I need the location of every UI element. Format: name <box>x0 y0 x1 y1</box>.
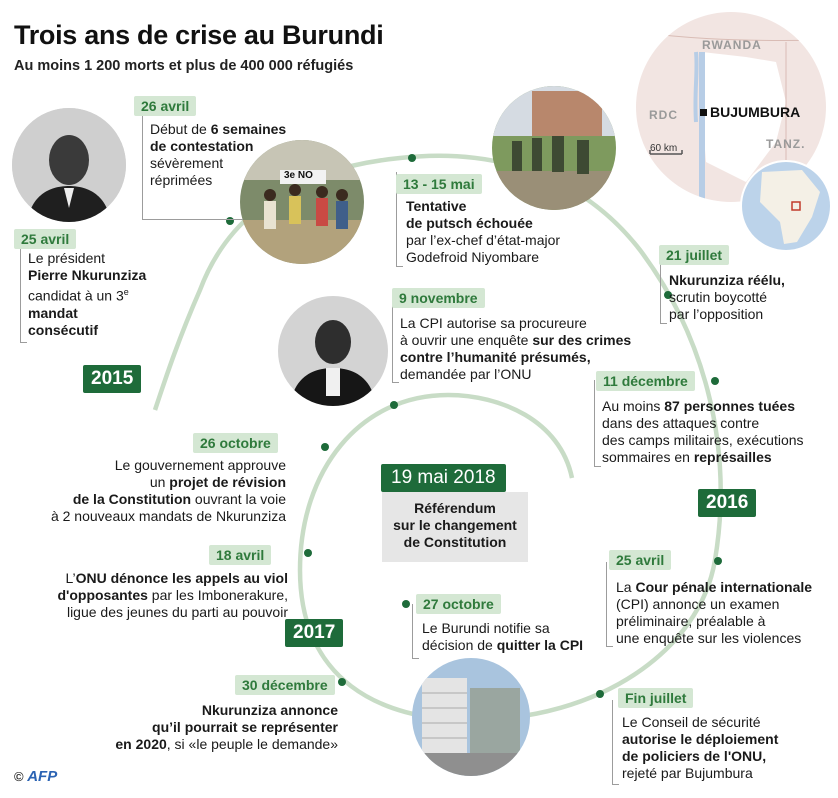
timeline-dot <box>304 549 312 557</box>
event-line: Cour pénale internationale <box>635 579 813 595</box>
event-date: 18 avril <box>209 545 271 565</box>
referendum-line: Référendum <box>414 500 496 516</box>
event-line: sommaires en <box>602 449 694 465</box>
event-superscript: e <box>123 287 129 297</box>
event-line: réprimées <box>150 172 213 188</box>
timeline-dot <box>596 690 604 698</box>
event-line: Le Conseil de sécurité <box>622 714 761 730</box>
event-line: sévèrement <box>150 155 224 171</box>
timeline-dot <box>321 443 329 451</box>
event-line: à 2 nouveaux mandats de Nkurunziza <box>50 508 286 524</box>
event-line: Nkurunziza réélu, <box>669 272 785 288</box>
event-line: Le Burundi notifie sa <box>422 620 550 636</box>
event-line: L’ <box>65 570 76 586</box>
year-2015: 2015 <box>83 365 141 393</box>
event-date: 9 novembre <box>392 288 485 308</box>
event-line: Au moins <box>602 398 665 414</box>
event-text <box>30 457 286 525</box>
event-line: Le président <box>28 250 106 266</box>
year-2016: 2016 <box>698 489 756 517</box>
referendum-line: sur le changement <box>393 517 517 533</box>
event-line: d'opposantes <box>57 587 148 603</box>
event-line: Tentative <box>406 198 467 214</box>
event-line: projet de révision <box>169 474 286 490</box>
timeline-dot <box>390 401 398 409</box>
event-text <box>616 579 812 647</box>
event-date: Fin juillet <box>618 688 693 708</box>
event-line: par les Imbonerakure, <box>147 587 288 603</box>
event-line: de contestation <box>150 138 254 154</box>
event-bracket <box>20 240 27 343</box>
event-line: , si «le peuple le demande» <box>166 736 338 752</box>
event-line: un <box>149 474 170 490</box>
event-line: ouvrant la voie <box>191 491 286 507</box>
page-subtitle: Au moins 1 200 morts et plus de 400 000 réfugiés <box>14 58 354 74</box>
afp-credit <box>14 768 57 785</box>
event-line: par l’ex-chef d’état-major <box>406 232 561 248</box>
event-line: Godefroid Niyombare <box>406 249 540 265</box>
year-2017: 2017 <box>285 619 343 647</box>
event-line: mandat <box>28 304 78 321</box>
event-line: par l’opposition <box>669 306 764 322</box>
event-line: une enquête sur les violences <box>616 630 802 646</box>
event-text <box>622 714 778 782</box>
event-line: Nkurunziza annonce <box>201 702 338 718</box>
event-line: ligue des jeunes du parti au pouvoir <box>66 604 288 620</box>
event-line: autorise le déploiement <box>622 731 779 747</box>
event-text <box>150 121 286 189</box>
event-line: contre l’humanité présumés, <box>400 349 591 365</box>
event-line: en 2020 <box>115 736 167 752</box>
event-text <box>28 250 146 339</box>
timeline-dot <box>408 154 416 162</box>
event-line: décision de <box>422 637 497 653</box>
event-line: La CPI autorise sa procureure <box>400 315 587 331</box>
event-text <box>20 570 288 621</box>
event-line: 87 personnes tuées <box>664 398 795 414</box>
event-line: quitter la CPI <box>496 637 584 653</box>
icc-building-photo <box>412 658 530 776</box>
prosecutor-photo <box>278 296 388 406</box>
protest-sign: 3e NO <box>284 170 313 181</box>
event-line: consécutif <box>28 321 99 338</box>
map-label-rdc: RDC <box>649 108 678 122</box>
timeline-dot <box>711 377 719 385</box>
event-date: 13 - 15 mai <box>396 174 482 194</box>
event-date: 26 octobre <box>193 433 278 453</box>
event-line: qu’il pourrait se représenter <box>152 719 338 735</box>
event-date: 26 avril <box>134 96 196 116</box>
event-line: La <box>616 579 636 595</box>
event-line: ONU dénonce les appels au viol <box>75 570 288 586</box>
event-bracket <box>594 380 601 467</box>
event-line: demandée par l’ONU <box>400 366 532 382</box>
event-line: de putsch échouée <box>406 215 533 231</box>
event-line: Pierre Nkurunziza <box>28 267 147 283</box>
event-line: sur des crimes <box>532 332 632 348</box>
timeline-dot <box>338 678 346 686</box>
referendum-box <box>382 492 528 562</box>
event-bracket <box>606 562 613 647</box>
referendum-date: 19 mai 2018 <box>381 464 506 492</box>
event-line: Début de <box>150 121 211 137</box>
event-text <box>669 272 785 323</box>
referendum-line: de Constitution <box>403 534 507 550</box>
timeline-dot <box>402 600 410 608</box>
event-line: de policiers de l'ONU, <box>622 748 767 764</box>
event-line: rejeté par Bujumbura <box>622 765 753 781</box>
map-label-rwanda: RWANDA <box>702 38 762 52</box>
event-line: scrutin boycotté <box>669 289 768 305</box>
map-label-city: BUJUMBURA <box>710 104 801 120</box>
copyright-symbol: © <box>14 769 24 784</box>
event-line: à ouvrir une enquête <box>400 332 533 348</box>
map-scale: 60 km <box>650 143 678 154</box>
event-line: de la Constitution <box>72 491 192 507</box>
timeline-dot <box>714 557 722 565</box>
event-date: 27 octobre <box>416 594 501 614</box>
soldiers-photo <box>492 86 616 210</box>
afp-logo: AFP <box>27 768 58 785</box>
event-date: 30 décembre <box>235 675 335 695</box>
event-date: 25 avril <box>14 229 76 249</box>
event-line: dans des attaques contre <box>602 415 760 431</box>
event-text <box>70 702 338 753</box>
event-bracket <box>392 298 399 383</box>
president-photo <box>12 108 126 222</box>
event-text <box>406 198 560 266</box>
page-title: Trois ans de crise au Burundi <box>14 20 384 50</box>
event-date: 25 avril <box>609 550 671 570</box>
event-line: préliminaire, préalable à <box>616 613 766 629</box>
event-line: 6 semaines <box>210 121 287 137</box>
event-line: candidat à un 3 <box>28 287 124 304</box>
event-date: 21 juillet <box>659 245 729 265</box>
map-label-tanz: TANZ. <box>766 137 806 151</box>
event-bracket <box>612 700 619 785</box>
event-date: 11 décembre <box>596 371 695 391</box>
event-line: Le gouvernement approuve <box>114 457 286 473</box>
event-line: (CPI) annonce un examen <box>616 596 780 612</box>
event-text <box>422 620 583 654</box>
event-text <box>602 398 804 466</box>
africa-inset-map <box>740 160 832 252</box>
event-line: représailles <box>693 449 772 465</box>
event-line: des camps militaires, exécutions <box>602 432 804 448</box>
event-bracket <box>660 255 667 324</box>
